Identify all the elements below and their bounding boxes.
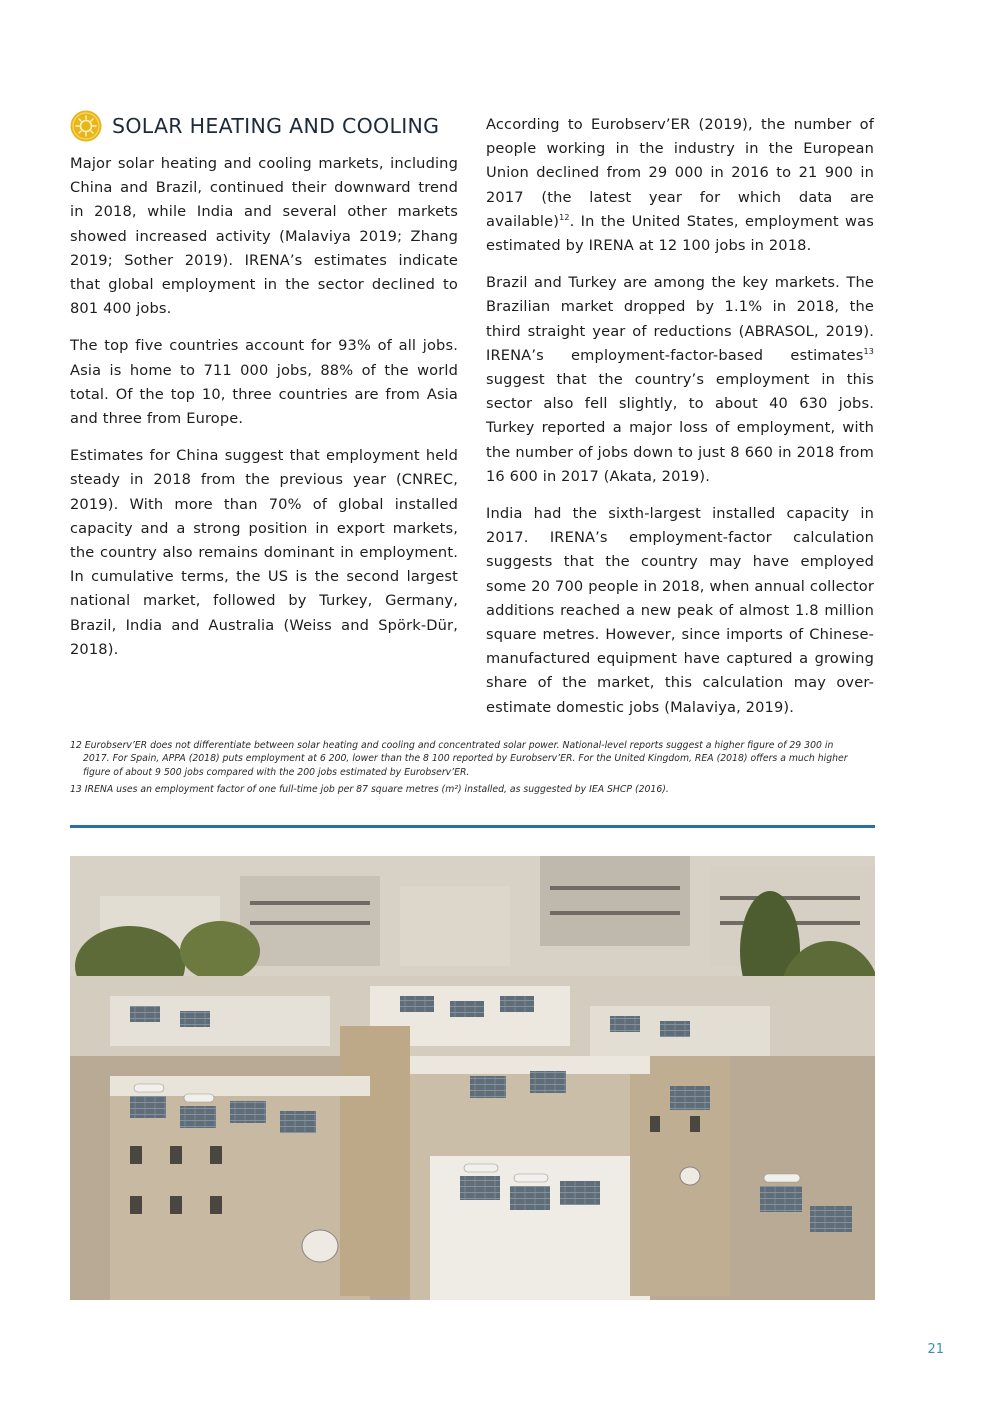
- rooftop-solar-heaters-photo: [70, 856, 875, 1300]
- photo-illustration: [70, 856, 875, 1300]
- paragraph: The top five countries account for 93% of all jobs. Asia is home to 711 000 jobs, 88% of the world total. Of the top 10, three countries are from Asia and three from Europe.: [70, 337, 458, 428]
- footnote-ref[interactable]: 13: [863, 346, 874, 356]
- section-title: SOLAR HEATING AND COOLING: [112, 114, 440, 138]
- paragraph: According to Eurobserv’ER (2019), the number of people working in the industry in the European Union declined from 29 000 in 2016 to 21 900 in 2017 (the latest year for which data are available)$^{12}$. In the United States, employment was estimated by IRENA at 12 100 jobs in 2018.: [486, 116, 874, 255]
- footnotes: [70, 739, 860, 800]
- page-number: 21: [927, 1342, 944, 1357]
- paragraph: Estimates for China suggest that employment held steady in 2018 from the previous year (CNREC, 2019). With more than 70% of global installed capacity and a strong position in export markets, the country also remains dominant in employment. In cumulative terms, the US is the second largest national market, followed by Turkey, Germany, Brazil, India and Australia (Weiss and Spörk-Dür, 2018).: [70, 447, 458, 658]
- paragraph: India had the sixth-largest installed capacity in 2017. IRENA’s employment-factor calculation suggests that the country may have employed some 20 700 people in 2018, when annual collector additions reached a new peak of almost 1.8 million square metres. However, since imports of Chinese-manufactured equipment have captured a growing share of the market, this calculation may over-estimate domestic jobs (Malaviya, 2019).: [486, 505, 874, 716]
- paragraph: Brazil and Turkey are among the key markets. The Brazilian market dropped by 1.1% in 2018, the third straight year of reductions (ABRASOL, 2019). IRENA’s employment-factor-based estimates$^{13}$ suggest that the country’s employment in this sector also fell slightly, to about 40 630 jobs. Turkey reported a major loss of employment, with the number of jobs down to just 8 660 in 2018 from 16 600 in 2017 (Akata, 2019).: [486, 274, 874, 485]
- right-column: [486, 113, 874, 733]
- footnote-ref[interactable]: 12: [559, 212, 570, 222]
- footnote: 13 IRENA uses an employment factor of one full-time job per 87 square metres (m²) installed, as suggested by IEA SHCP (2016).: [70, 783, 669, 795]
- paragraph: Major solar heating and cooling markets, including China and Brazil, continued their downward trend in 2018, while India and several other markets showed increased activity (Malaviya 2019; Zhang 2019; Sother 2019). IRENA’s estimates indicate that global employment in the sector declined to 801 400 jobs.: [70, 155, 458, 318]
- sun-icon: [70, 110, 102, 142]
- section-heading: [70, 110, 439, 142]
- left-column: [70, 152, 458, 675]
- footnote: 12 Eurobserv’ER does not differentiate between solar heating and cooling and concentrated solar power. National-level reports suggest a higher figure of 29 300 in 2017. For Spain, APPA (2018) puts employment at 6 200, lower than the 8 100 reported by Eurobserv’ER. For the United Kingdom, REA (2018) offers a much higher figure of about 9 500 jobs compared with the 200 jobs estimated by Eurobserv’ER.: [70, 740, 848, 778]
- divider-rule: [70, 825, 875, 828]
